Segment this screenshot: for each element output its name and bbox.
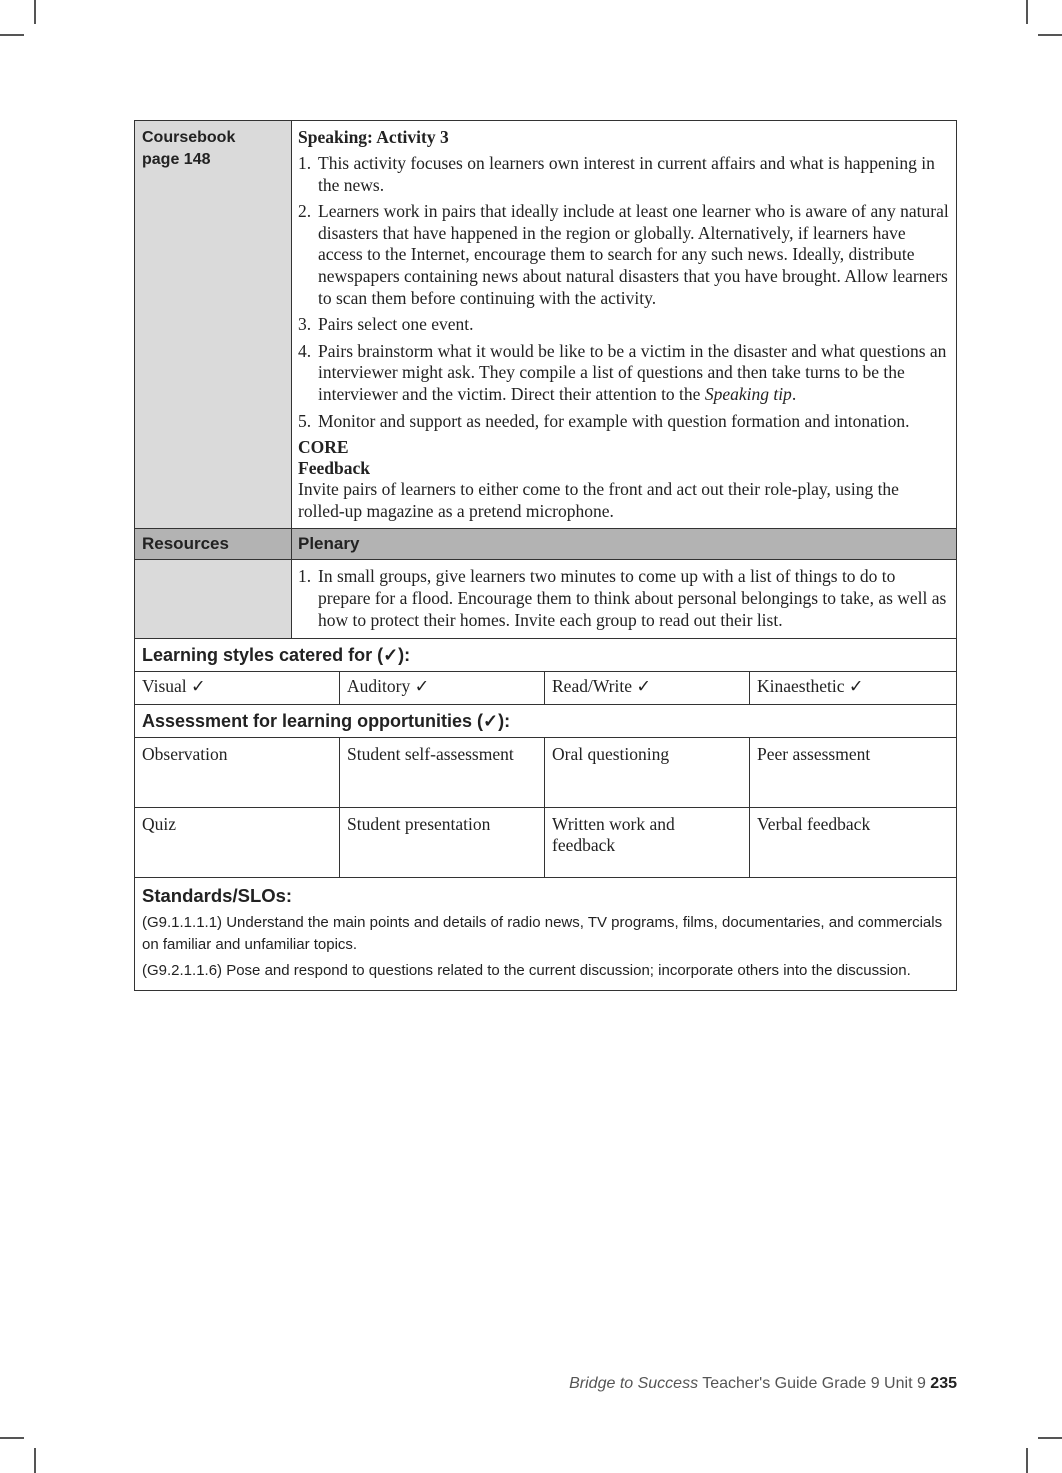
- step-text: Monitor and support as needed, for example with question formation and intonation.: [318, 410, 910, 431]
- assessment-option: Written work and feedback: [545, 808, 750, 877]
- book-title: Bridge to Success: [569, 1375, 699, 1392]
- coursebook-page: page 148: [142, 151, 211, 168]
- assessment-row: [135, 808, 956, 878]
- standards-heading: Standards/SLOs:: [142, 884, 293, 906]
- plenary-header-row: [135, 529, 956, 560]
- plenary-steps: [298, 566, 949, 631]
- standards-cell: [135, 878, 956, 990]
- activity-step: [298, 153, 949, 197]
- page-footer: [569, 1375, 957, 1393]
- step-text: In small groups, give learners two minutes to come up with a list of things to do to prepare for a flood. Encourage them to think about personal belongings to take, as well as how to protect their homes. Invite each group to read out their list.: [318, 566, 947, 631]
- assessment-heading: Assessment for learning opportunities (✓):: [142, 710, 511, 731]
- feedback-title: Feedback: [298, 457, 370, 478]
- crop-mark: [1038, 34, 1062, 36]
- crop-mark: [34, 1448, 36, 1473]
- assessment-option: Quiz: [135, 808, 340, 877]
- standard-item: (G9.1.1.1.1) Understand the main points and details of radio news, TV programs, films, documentaries, and commercials on familiar and unfamiliar topics.: [142, 913, 943, 953]
- assessment-option: Observation: [135, 738, 340, 807]
- plenary-label: Plenary: [292, 529, 956, 559]
- step-text-part: .: [791, 384, 797, 405]
- activity-step: [298, 201, 949, 310]
- activity-step: [298, 314, 949, 336]
- assessment-option: Oral questioning: [545, 738, 750, 807]
- lesson-plan-table: [134, 120, 957, 991]
- learning-style-read-write: Read/Write ✓: [545, 672, 750, 704]
- step-text: Pairs select one event.: [318, 314, 474, 335]
- step-number: 1.: [298, 566, 312, 587]
- coursebook-label: Coursebook: [142, 129, 236, 146]
- page-number: 235: [930, 1375, 957, 1392]
- plenary-row: [135, 560, 956, 638]
- crop-mark: [1026, 0, 1028, 24]
- feedback-text: Invite pairs of learners to either come to the front and act out their role-play, using the rolled-up magazine as a pretend microphone.: [298, 478, 899, 521]
- step-number: 3.: [298, 314, 312, 335]
- crop-mark: [34, 0, 36, 24]
- learning-style-kinaesthetic: Kinaesthetic ✓: [757, 675, 864, 696]
- activity-step: [298, 341, 949, 406]
- assessment-option: Student presentation: [340, 808, 545, 877]
- activity-cell: [292, 121, 956, 528]
- step-number: 1.: [298, 152, 312, 173]
- step-number: 2.: [298, 200, 312, 221]
- step-number: 4.: [298, 340, 312, 361]
- step-text: [318, 341, 949, 406]
- step-text: Learners work in pairs that ideally include at least one learner who is aware of any natural disasters that have happened in the region or globally. Alternatively, if learners have access to the Internet, encourage them to search for any such news. Ideally, distribute newspapers containing news about natural disasters that you have brought. Allow learners to scan them before continuing with the activity.: [318, 200, 949, 309]
- step-text: This activity focuses on learners own interest in current affairs and what is happening in the news.: [318, 152, 935, 195]
- learning-style-auditory: Auditory ✓: [340, 672, 545, 704]
- assessment-row: [135, 738, 956, 808]
- plenary-cell: [292, 560, 956, 637]
- resources-label: Resources: [135, 529, 292, 559]
- activity-step: [298, 411, 949, 433]
- standards-row: [135, 878, 956, 990]
- crop-mark: [0, 1437, 24, 1439]
- resources-cell: [135, 560, 292, 637]
- assessment-option: Student self-assessment: [340, 738, 545, 807]
- activity-title: Speaking: Activity 3: [298, 127, 449, 147]
- speaking-tip-ref: Speaking tip: [704, 384, 792, 405]
- assessment-option: Peer assessment: [757, 743, 871, 764]
- crop-mark: [1038, 1437, 1062, 1439]
- crop-mark: [1026, 1448, 1028, 1473]
- crop-mark: [0, 34, 24, 36]
- learning-styles-heading: Learning styles catered for (✓):: [142, 644, 411, 665]
- activity-steps: [298, 153, 949, 433]
- learning-styles-heading-row: [135, 639, 956, 672]
- step-text-part: Pairs brainstorm what it would be like to be a victim in the disaster and what questions an interviewer might ask. They compile a list of questions and then take turns to be the interviewer and the victim. Direct their attention to the: [318, 340, 947, 405]
- step-number: 5.: [298, 410, 312, 431]
- standard-item: (G9.2.1.1.6) Pose and respond to questions related to the current discussion; incorporate others into the discussion.: [142, 961, 911, 979]
- activity-row: [135, 121, 956, 529]
- core-label: CORE: [298, 436, 349, 457]
- footer-subtitle: Teacher's Guide Grade 9 Unit 9: [698, 1375, 931, 1392]
- learning-styles-row: [135, 672, 956, 705]
- plenary-step: [298, 566, 949, 631]
- assessment-option: Verbal feedback: [757, 813, 871, 834]
- coursebook-ref-cell: [135, 121, 292, 528]
- assessment-heading-row: [135, 705, 956, 738]
- learning-style-visual: Visual ✓: [135, 672, 340, 704]
